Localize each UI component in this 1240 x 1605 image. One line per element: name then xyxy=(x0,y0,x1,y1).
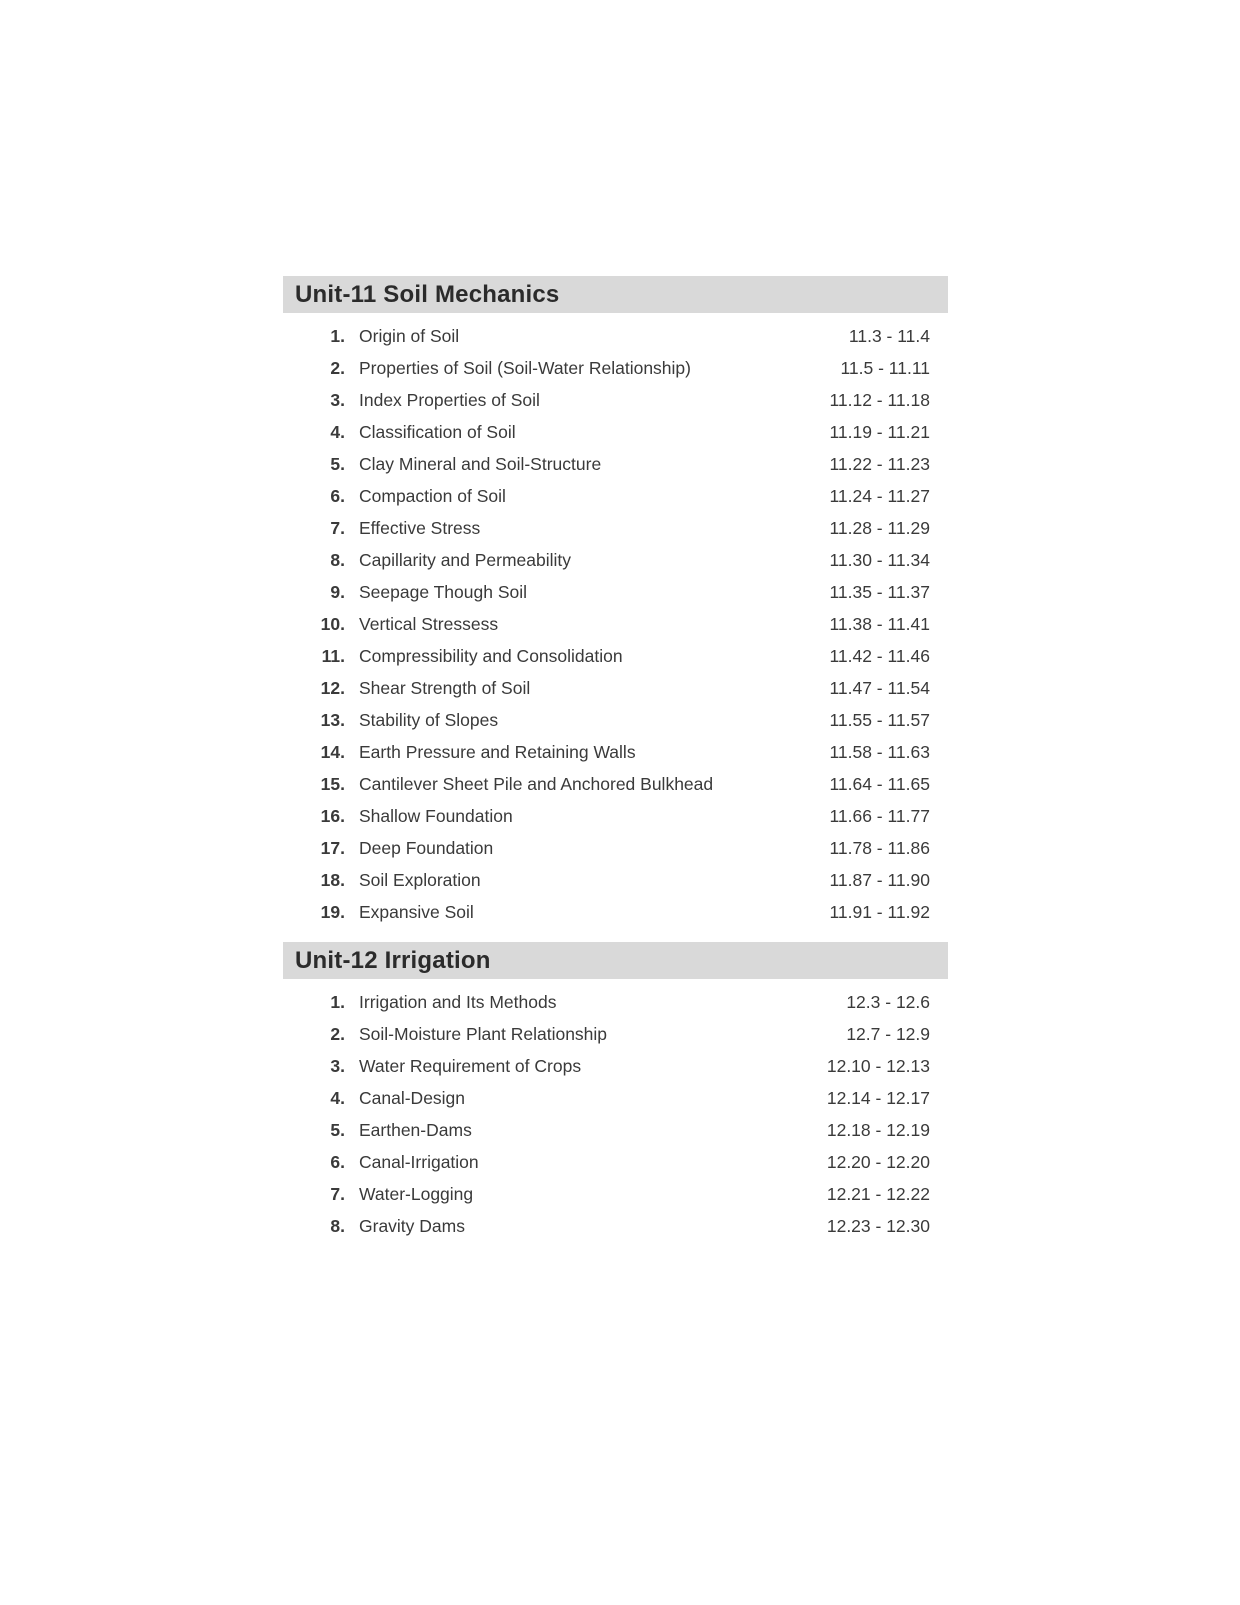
chapter-row xyxy=(283,480,948,512)
chapter-number: 9. xyxy=(330,582,345,602)
chapter-list xyxy=(283,986,948,1242)
chapter-number: 1. xyxy=(330,992,345,1012)
chapter-title: Canal-Irrigation xyxy=(359,1152,479,1172)
chapter-number: 2. xyxy=(330,1024,345,1044)
chapter-title: Compressibility and Consolidation xyxy=(359,646,623,666)
chapter-number: 6. xyxy=(330,486,345,506)
chapter-number: 7. xyxy=(330,1184,345,1204)
chapter-title: Earth Pressure and Retaining Walls xyxy=(359,742,636,762)
chapter-number: 5. xyxy=(330,1120,345,1140)
chapter-number: 3. xyxy=(330,1056,345,1076)
chapter-title: Deep Foundation xyxy=(359,838,494,858)
chapter-title: Soil Exploration xyxy=(359,870,481,890)
chapter-title: Clay Mineral and Soil-Structure xyxy=(359,454,602,474)
chapter-page-range: 12.3 - 12.6 xyxy=(846,992,930,1012)
chapter-title: Index Properties of Soil xyxy=(359,390,540,410)
chapter-title: Classification of Soil xyxy=(359,422,516,442)
chapter-title: Cantilever Sheet Pile and Anchored Bulkhead xyxy=(359,774,714,794)
chapter-row xyxy=(283,986,948,1018)
chapter-title: Water-Logging xyxy=(359,1184,474,1204)
chapter-page-range: 12.23 - 12.30 xyxy=(826,1216,930,1236)
chapter-title: Origin of Soil xyxy=(359,326,460,346)
chapter-page-range: 11.58 - 11.63 xyxy=(829,742,930,762)
chapter-list xyxy=(283,320,948,928)
chapter-number: 17. xyxy=(320,838,345,858)
chapter-title: Soil-Moisture Plant Relationship xyxy=(359,1024,608,1044)
chapter-number: 11. xyxy=(321,646,345,666)
chapter-row xyxy=(283,384,948,416)
chapter-page-range: 11.19 - 11.21 xyxy=(829,422,930,442)
toc-content xyxy=(283,276,948,1242)
chapter-row xyxy=(283,1082,948,1114)
chapter-title: Shallow Foundation xyxy=(359,806,513,826)
chapter-row xyxy=(283,448,948,480)
chapter-title: Water Requirement of Crops xyxy=(359,1056,582,1076)
chapter-number: 1. xyxy=(330,326,345,346)
chapter-page-range: 11.24 - 11.27 xyxy=(829,486,930,506)
chapter-title: Vertical Stressess xyxy=(359,614,499,634)
chapter-number: 14. xyxy=(320,742,345,762)
chapter-row xyxy=(283,416,948,448)
chapter-page-range: 11.78 - 11.86 xyxy=(829,838,930,858)
chapter-row xyxy=(283,832,948,864)
chapter-title: Expansive Soil xyxy=(359,902,474,922)
chapter-row xyxy=(283,640,948,672)
chapter-row xyxy=(283,736,948,768)
chapter-title: Compaction of Soil xyxy=(359,486,506,506)
chapter-row xyxy=(283,1178,948,1210)
chapter-title: Canal-Design xyxy=(359,1088,466,1108)
chapter-title: Gravity Dams xyxy=(359,1216,465,1236)
chapter-number: 18. xyxy=(320,870,345,890)
chapter-row xyxy=(283,1114,948,1146)
chapter-number: 5. xyxy=(330,454,345,474)
chapter-row xyxy=(283,576,948,608)
chapter-page-range: 11.22 - 11.23 xyxy=(829,454,930,474)
chapter-number: 6. xyxy=(330,1152,345,1172)
chapter-page-range: 11.87 - 11.90 xyxy=(829,870,930,890)
chapter-title: Shear Strength of Soil xyxy=(359,678,531,698)
chapter-page-range: 12.7 - 12.9 xyxy=(846,1024,930,1044)
chapter-number: 4. xyxy=(330,422,345,442)
chapter-title: Stability of Slopes xyxy=(359,710,499,730)
chapter-number: 4. xyxy=(330,1088,345,1108)
chapter-row xyxy=(283,1210,948,1242)
chapter-page-range: 11.64 - 11.65 xyxy=(829,774,930,794)
chapter-number: 3. xyxy=(330,390,345,410)
chapter-page-range: 11.3 - 11.4 xyxy=(848,326,930,346)
chapter-title: Seepage Though Soil xyxy=(359,582,528,602)
chapter-row xyxy=(283,608,948,640)
chapter-title: Properties of Soil (Soil-Water Relationship) xyxy=(359,358,691,378)
chapter-number: 8. xyxy=(330,1216,345,1236)
chapter-page-range: 11.38 - 11.41 xyxy=(829,614,930,634)
chapter-number: 13. xyxy=(320,710,345,730)
chapter-page-range: 11.55 - 11.57 xyxy=(829,710,930,730)
chapter-number: 8. xyxy=(330,550,345,570)
chapter-number: 16. xyxy=(320,806,345,826)
chapter-page-range: 12.10 - 12.13 xyxy=(826,1056,930,1076)
chapter-row xyxy=(283,1146,948,1178)
chapter-page-range: 11.66 - 11.77 xyxy=(829,806,930,826)
chapter-number: 10. xyxy=(320,614,345,634)
chapter-page-range: 11.47 - 11.54 xyxy=(829,678,930,698)
chapter-page-range: 12.18 - 12.19 xyxy=(826,1120,930,1140)
chapter-row xyxy=(283,800,948,832)
chapter-number: 19. xyxy=(320,902,345,922)
chapter-row xyxy=(283,1018,948,1050)
chapter-page-range: 11.42 - 11.46 xyxy=(829,646,930,666)
chapter-page-range: 12.21 - 12.22 xyxy=(826,1184,930,1204)
chapter-number: 2. xyxy=(330,358,345,378)
chapter-page-range: 12.20 - 12.20 xyxy=(826,1152,930,1172)
chapter-page-range: 11.5 - 11.11 xyxy=(840,358,930,378)
chapter-row xyxy=(283,768,948,800)
chapter-page-range: 12.14 - 12.17 xyxy=(826,1088,930,1108)
chapter-page-range: 11.35 - 11.37 xyxy=(829,582,930,602)
chapter-row xyxy=(283,544,948,576)
chapter-row xyxy=(283,704,948,736)
chapter-page-range: 11.91 - 11.92 xyxy=(829,902,930,922)
chapter-title: Irrigation and Its Methods xyxy=(359,992,557,1012)
chapter-number: 15. xyxy=(320,774,345,794)
chapter-page-range: 11.30 - 11.34 xyxy=(829,550,930,570)
chapter-row xyxy=(283,512,948,544)
chapter-row xyxy=(283,864,948,896)
chapter-row xyxy=(283,896,948,928)
chapter-number: 12. xyxy=(320,678,345,698)
unit-title: Unit-12 Irrigation xyxy=(283,942,948,979)
unit-section xyxy=(283,942,948,1242)
unit-section xyxy=(283,276,948,928)
chapter-row xyxy=(283,672,948,704)
chapter-row xyxy=(283,320,948,352)
unit-title: Unit-11 Soil Mechanics xyxy=(283,276,948,313)
chapter-page-range: 11.28 - 11.29 xyxy=(829,518,930,538)
chapter-title: Earthen-Dams xyxy=(359,1120,472,1140)
chapter-title: Capillarity and Permeability xyxy=(359,550,572,570)
chapter-page-range: 11.12 - 11.18 xyxy=(829,390,930,410)
chapter-number: 7. xyxy=(330,518,345,538)
chapter-title: Effective Stress xyxy=(359,518,481,538)
chapter-row xyxy=(283,352,948,384)
chapter-row xyxy=(283,1050,948,1082)
